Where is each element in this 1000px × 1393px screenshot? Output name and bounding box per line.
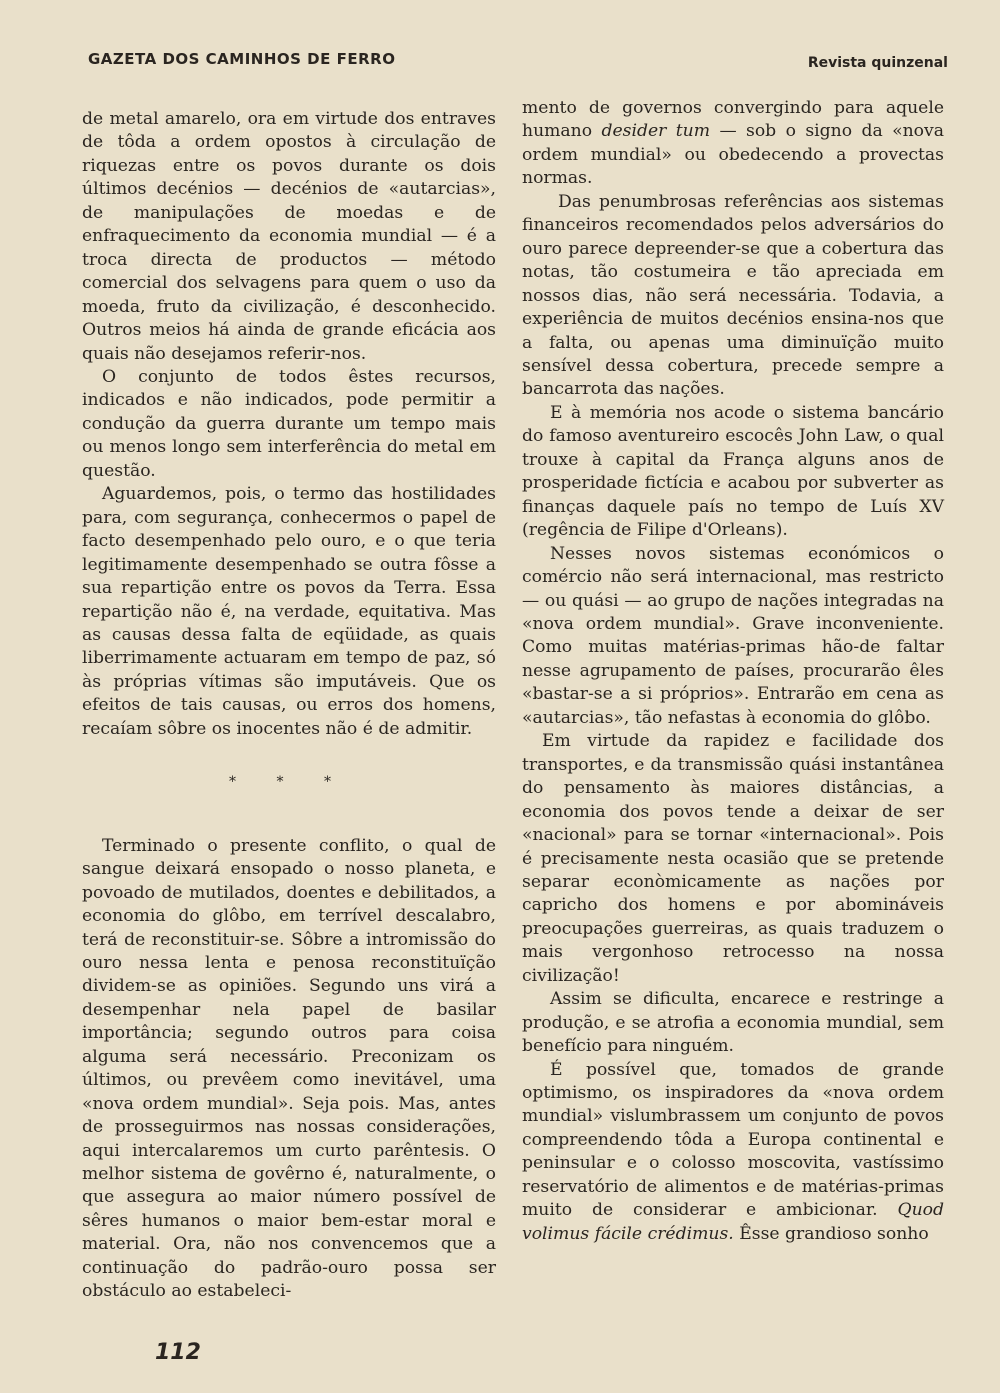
italic-text: Quod volimus fácile crédimus. [522, 1200, 944, 1244]
text-run: mento de governos convergindo para aquele humano [522, 98, 944, 142]
journal-subtitle: Revista quinzenal [807, 55, 948, 71]
journal-title: GAZETA DOS CAMINHOS DE FERRO [88, 50, 396, 68]
paragraph: Assim se dificulta, encarece e restringe a produção, e se atrofia a economia mundial, sem benefício para ninguém. [522, 989, 944, 1057]
paragraph: Terminado o presente conflito, o qual de sangue deixará ensopado o nosso planeta, e povoado de mutilados, doentes e debilitados, a economia do glôbo, em terrível descalabro, terá de reconstituir-se. Sôbre a intromissão do ouro nessa lenta e penosa reconstituïção dividem-se as opiniões. Segundo uns virá a desempenhar nela papel de basilar importância; segundo outros para coisa alguma será necessário. Preconizam os últimos, ou prevêem como inevitável, uma «nova ordem mundial». Seja pois. Mas, antes de prosseguirmos nas nossas considerações, aqui intercalaremos um curto parêntesis. O melhor sistema de govêrno é, naturalmente, o que assegura ao maior número possível de sêres humanos o maior bem-estar moral e material. Ora, não nos convencemos que a continuação do padrão-ouro possa ser obstáculo ao estabeleci- [82, 835, 496, 1302]
paragraph: Aguardemos, pois, o termo das hostilidades para, com segurança, conhecermos o papel de facto desempenhado pelo ouro, e o que teria legitimamente desempenhado se outra fôsse a sua repartição entre os povos da Terra. Essa repartição não é, na verdade, equitativa. Mas as causas dessa falta de eqüidade, as quais liberrimamente actuaram em tempo de paz, só às próprias vítimas são imputáveis. Que os efeitos de tais causas, ou erros dos homens, recaíam sôbre os inocentes não é de admitir. [82, 484, 496, 739]
paragraph: Das penumbrosas referências aos sistemas financeiros recomendados pelos adversários do ouro parece depreender-se que a cobertura das notas, tão costumeira e tão apreciada em nossos dias, não será necessária. Todavia, a experiência de muitos decénios ensina-nos que a falta, ou apenas uma diminuïção muito sensível dessa cobertura, precede sempre a bancarrota das nações. [522, 191, 944, 400]
italic-text: desider tum [601, 121, 711, 142]
text-run: Êsse grandioso sonho [733, 1223, 929, 1244]
paragraph: Em virtude da rapidez e facilidade dos transportes, e da transmissão quási instantânea do pensamento às maiores distâncias, a economia dos povos tende a deixar de ser «nacional» para se tornar «internacional». Pois é precisamente nesta ocasião que se pretende separar econòmicamente as nações por capricho dos homens e por abomináveis preocupações guerreiras, as quais traduzem o mais vergonhoso retrocesso na nossa civilização! [522, 731, 944, 986]
section-separator: * * * [229, 774, 349, 791]
page-number: 112 [155, 1340, 201, 1365]
paragraph: O conjunto de todos êstes recursos, indicados e não indicados, pode permitir a condução da guerra durante um tempo mais ou menos longo sem interferência do metal em questão. [82, 366, 496, 481]
left-column [82, 108, 496, 1304]
paragraph [522, 97, 944, 191]
right-column [522, 97, 944, 1246]
paragraph: Nesses novos sistemas económicos o comércio não será internacional, mas restricto — ou quási — ao grupo de nações integradas na «nova ordem mundial». Grave inconveniente. Como muitas matérias-primas hão-de faltar nesse agrupamento de países, procurarão êles «bastar-se a si próprios». Entrarão em cena as «autarcias», tão nefastas à economia do glôbo. [522, 543, 944, 728]
paragraph: E à memória nos acode o sistema bancário do famoso aventureiro escocês John Law, o qual trouxe à capital da França alguns anos de prosperidade fictícia e acabou por subverter as finanças daquele país no tempo de Luís XV (regência de Filipe d'Orleans). [522, 402, 944, 541]
text-run: É possível que, tomados de grande optimismo, os inspiradores da «nova ordem mundial» vislumbrassem um conjunto de povos compreendendo tôda a Europa continental e peninsular e o colosso moscovita, vastíssimo reservatório de alimentos e de matérias-primas muito de considerar e ambicionar. [522, 1059, 944, 1221]
paragraph: de metal amarelo, ora em virtude dos entraves de tôda a ordem opostos à circulação de riquezas entre os povos durante os dois últimos decénios — decénios de «autarcias», de manipulações de moedas e de enfraquecimento da economia mundial — é a troca directa de productos — método comercial dos selvagens para quem o uso da moeda, fruto da civilização, é desconhecido. Outros meios há ainda de grande eficácia aos quais não desejamos referir-nos. [82, 109, 496, 364]
paragraph [522, 1059, 944, 1247]
text-run: — sob o signo da «nova ordem mundial» ou obedecendo a provectas normas. [522, 121, 944, 189]
